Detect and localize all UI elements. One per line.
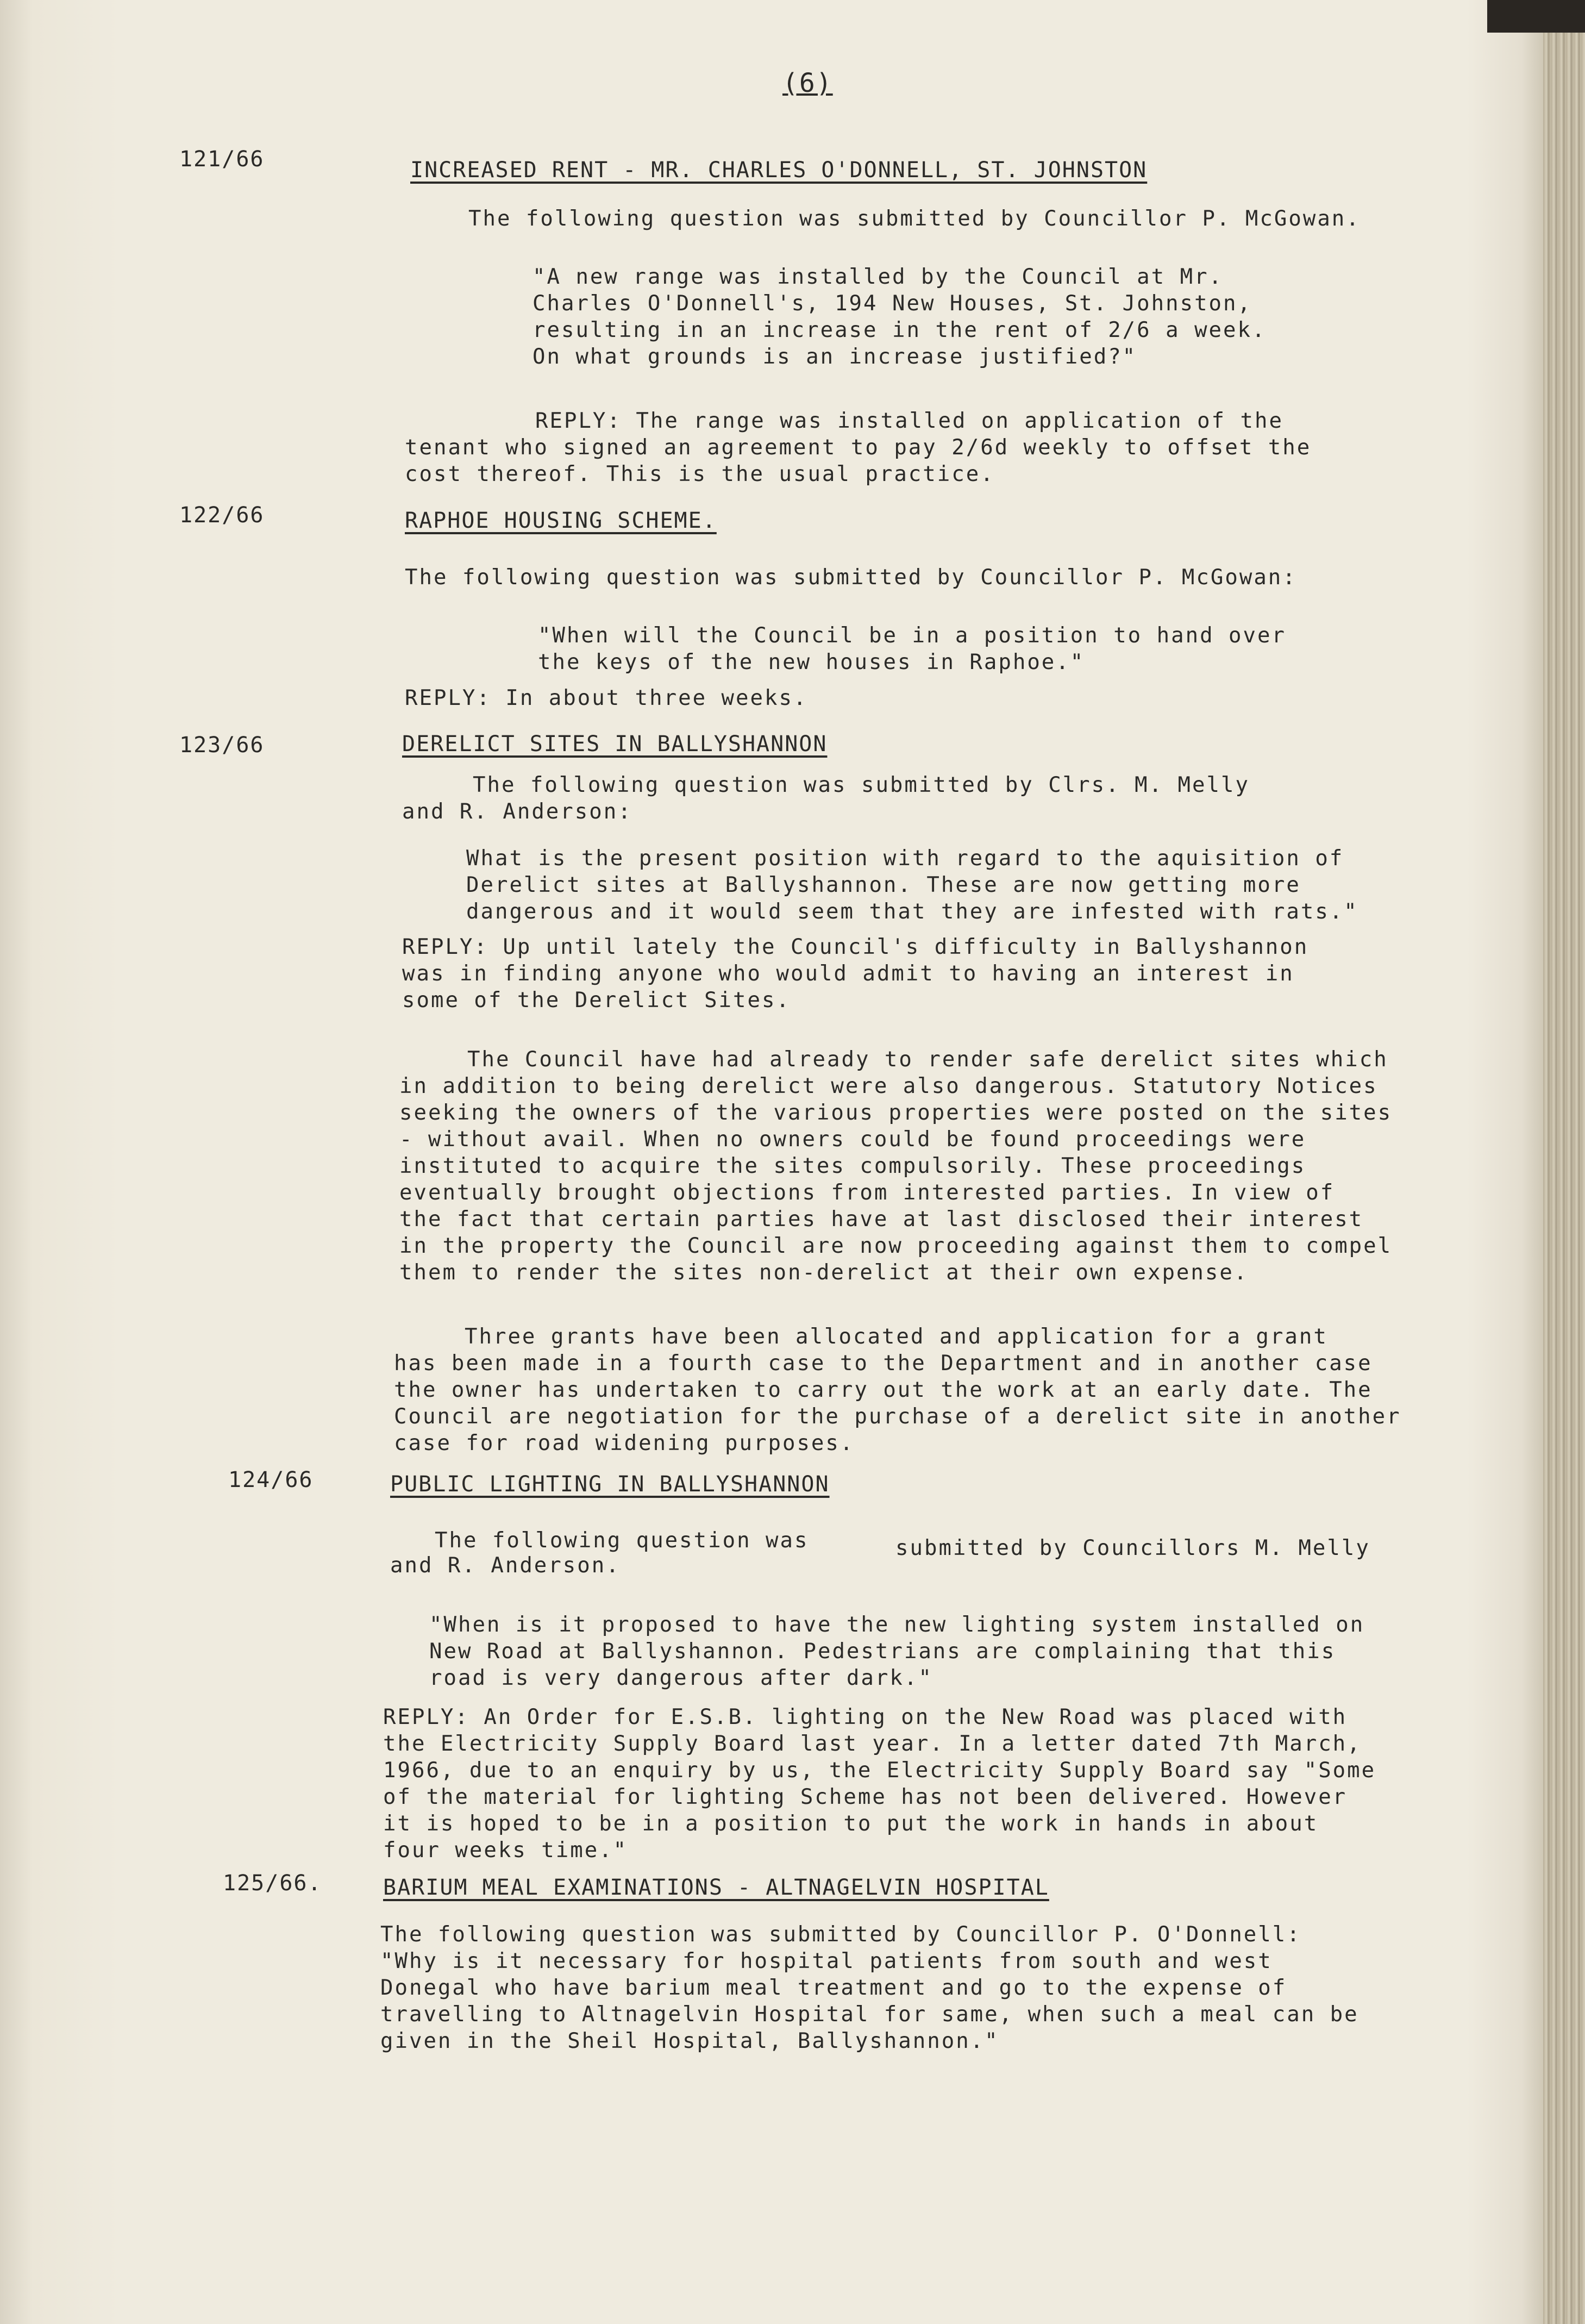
reply-text: REPLY: Up until lately the Council's difficulty in Ballyshannon was in finding anyone who would admit to having an interest in some of the Derelict Sites. <box>402 935 1309 1013</box>
question-intro: The following question was <box>435 1528 809 1553</box>
entry-number: 123/66 <box>179 733 265 758</box>
reply-paragraph: The Council have had already to render safe derelict sites which in addition to being derelict were also dangerous. Statutory Notices seeking the owners of the various properties were posted on the sites - without avail. When no owners could be found proceedings were instituted to acquire the sites compulsorily. These proceedings eventually brought objections from interested parties. In view of the fact that certain parties have at last disclosed their interest in the property the Council are now proceeding against them to compel them to render the sites non-derelict at their own expense. <box>399 1047 1393 1285</box>
question-intro: The following question was submitted by Clrs. M. Melly and R. Anderson: <box>402 773 1250 824</box>
page-number: (6) <box>782 68 833 98</box>
question-intro: submitted by Councillors M. Melly <box>895 1536 1370 1560</box>
entry-number: 121/66 <box>179 147 265 172</box>
book-background <box>1487 0 1585 33</box>
entry-number: 124/66 <box>228 1467 314 1492</box>
reply-text: REPLY: In about three weeks. <box>405 686 808 710</box>
entry-heading: RAPHOE HOUSING SCHEME. <box>405 508 717 533</box>
entry-heading: BARIUM MEAL EXAMINATIONS - ALTNAGELVIN HOSPITAL <box>383 1875 1049 1900</box>
question-intro: The following question was submitted by Councillor P. McGowan: <box>405 565 1297 590</box>
reply-text: REPLY: An Order for E.S.B. lighting on the New Road was placed with the Electricity Supply Board last year. In a letter dated 7th March, 1966, due to an enquiry by us, the Electricity Supply Board say "Some of the material for lighting Scheme has not been delivered. However it is hoped to be in a position to put the work in hands in about four weeks time." <box>383 1705 1376 1863</box>
question-intro: and R. Anderson. <box>390 1553 621 1578</box>
question-text: The following question was submitted by Councillor P. O'Donnell: "Why is it necessary for hospital patients from south and west Donegal who have barium meal treatment and go to the expense of travelling to Altnagelvin Hospital for same, when such a meal can be given in the Sheil Hospital, Ballyshannon." <box>380 1922 1359 2053</box>
book-page-edges <box>1543 0 1585 2324</box>
entry-number: 122/66 <box>179 503 265 528</box>
entry-heading: PUBLIC LIGHTING IN BALLYSHANNON <box>390 1472 830 1497</box>
question-text: "When will the Council be in a position to hand over the keys of the new houses in Raphoe." <box>538 623 1286 674</box>
reply-text: REPLY: The range was installed on application of the tenant who signed an agreement to pay 2/6d weekly to offset the cost thereof. This is the usual practice. <box>405 409 1312 486</box>
question-intro: The following question was submitted by Councillor P. McGowan. <box>468 207 1361 231</box>
question-text: What is the present position with regard to the aquisition of Derelict sites at Ballyshannon. These are now getting more dangerous and it would seem that they are infested with rats." <box>466 846 1358 924</box>
question-text: "A new range was installed by the Council at Mr. Charles O'Donnell's, 194 New Houses, St. Johnston, resulting in an increase in the rent of 2/6 a week. On what grounds is an increase justified?" <box>532 265 1267 369</box>
reply-paragraph: Three grants have been allocated and application for a grant has been made in a fourth case to the Department and in another case the owner has undertaken to carry out the work at an early date. The Council are negotiation for the purchase of a derelict site in another case for road widening purposes. <box>394 1325 1401 1455</box>
entry-number: 125/66. <box>223 1871 322 1896</box>
question-text: "When is it proposed to have the new lighting system installed on New Road at Ballyshannon. Pedestrians are complaining that this road is very dangerous after dark." <box>429 1613 1365 1690</box>
entry-heading: DERELICT SITES IN BALLYSHANNON <box>402 732 828 757</box>
entry-heading: INCREASED RENT - MR. CHARLES O'DONNELL, ST. JOHNSTON <box>410 158 1148 183</box>
